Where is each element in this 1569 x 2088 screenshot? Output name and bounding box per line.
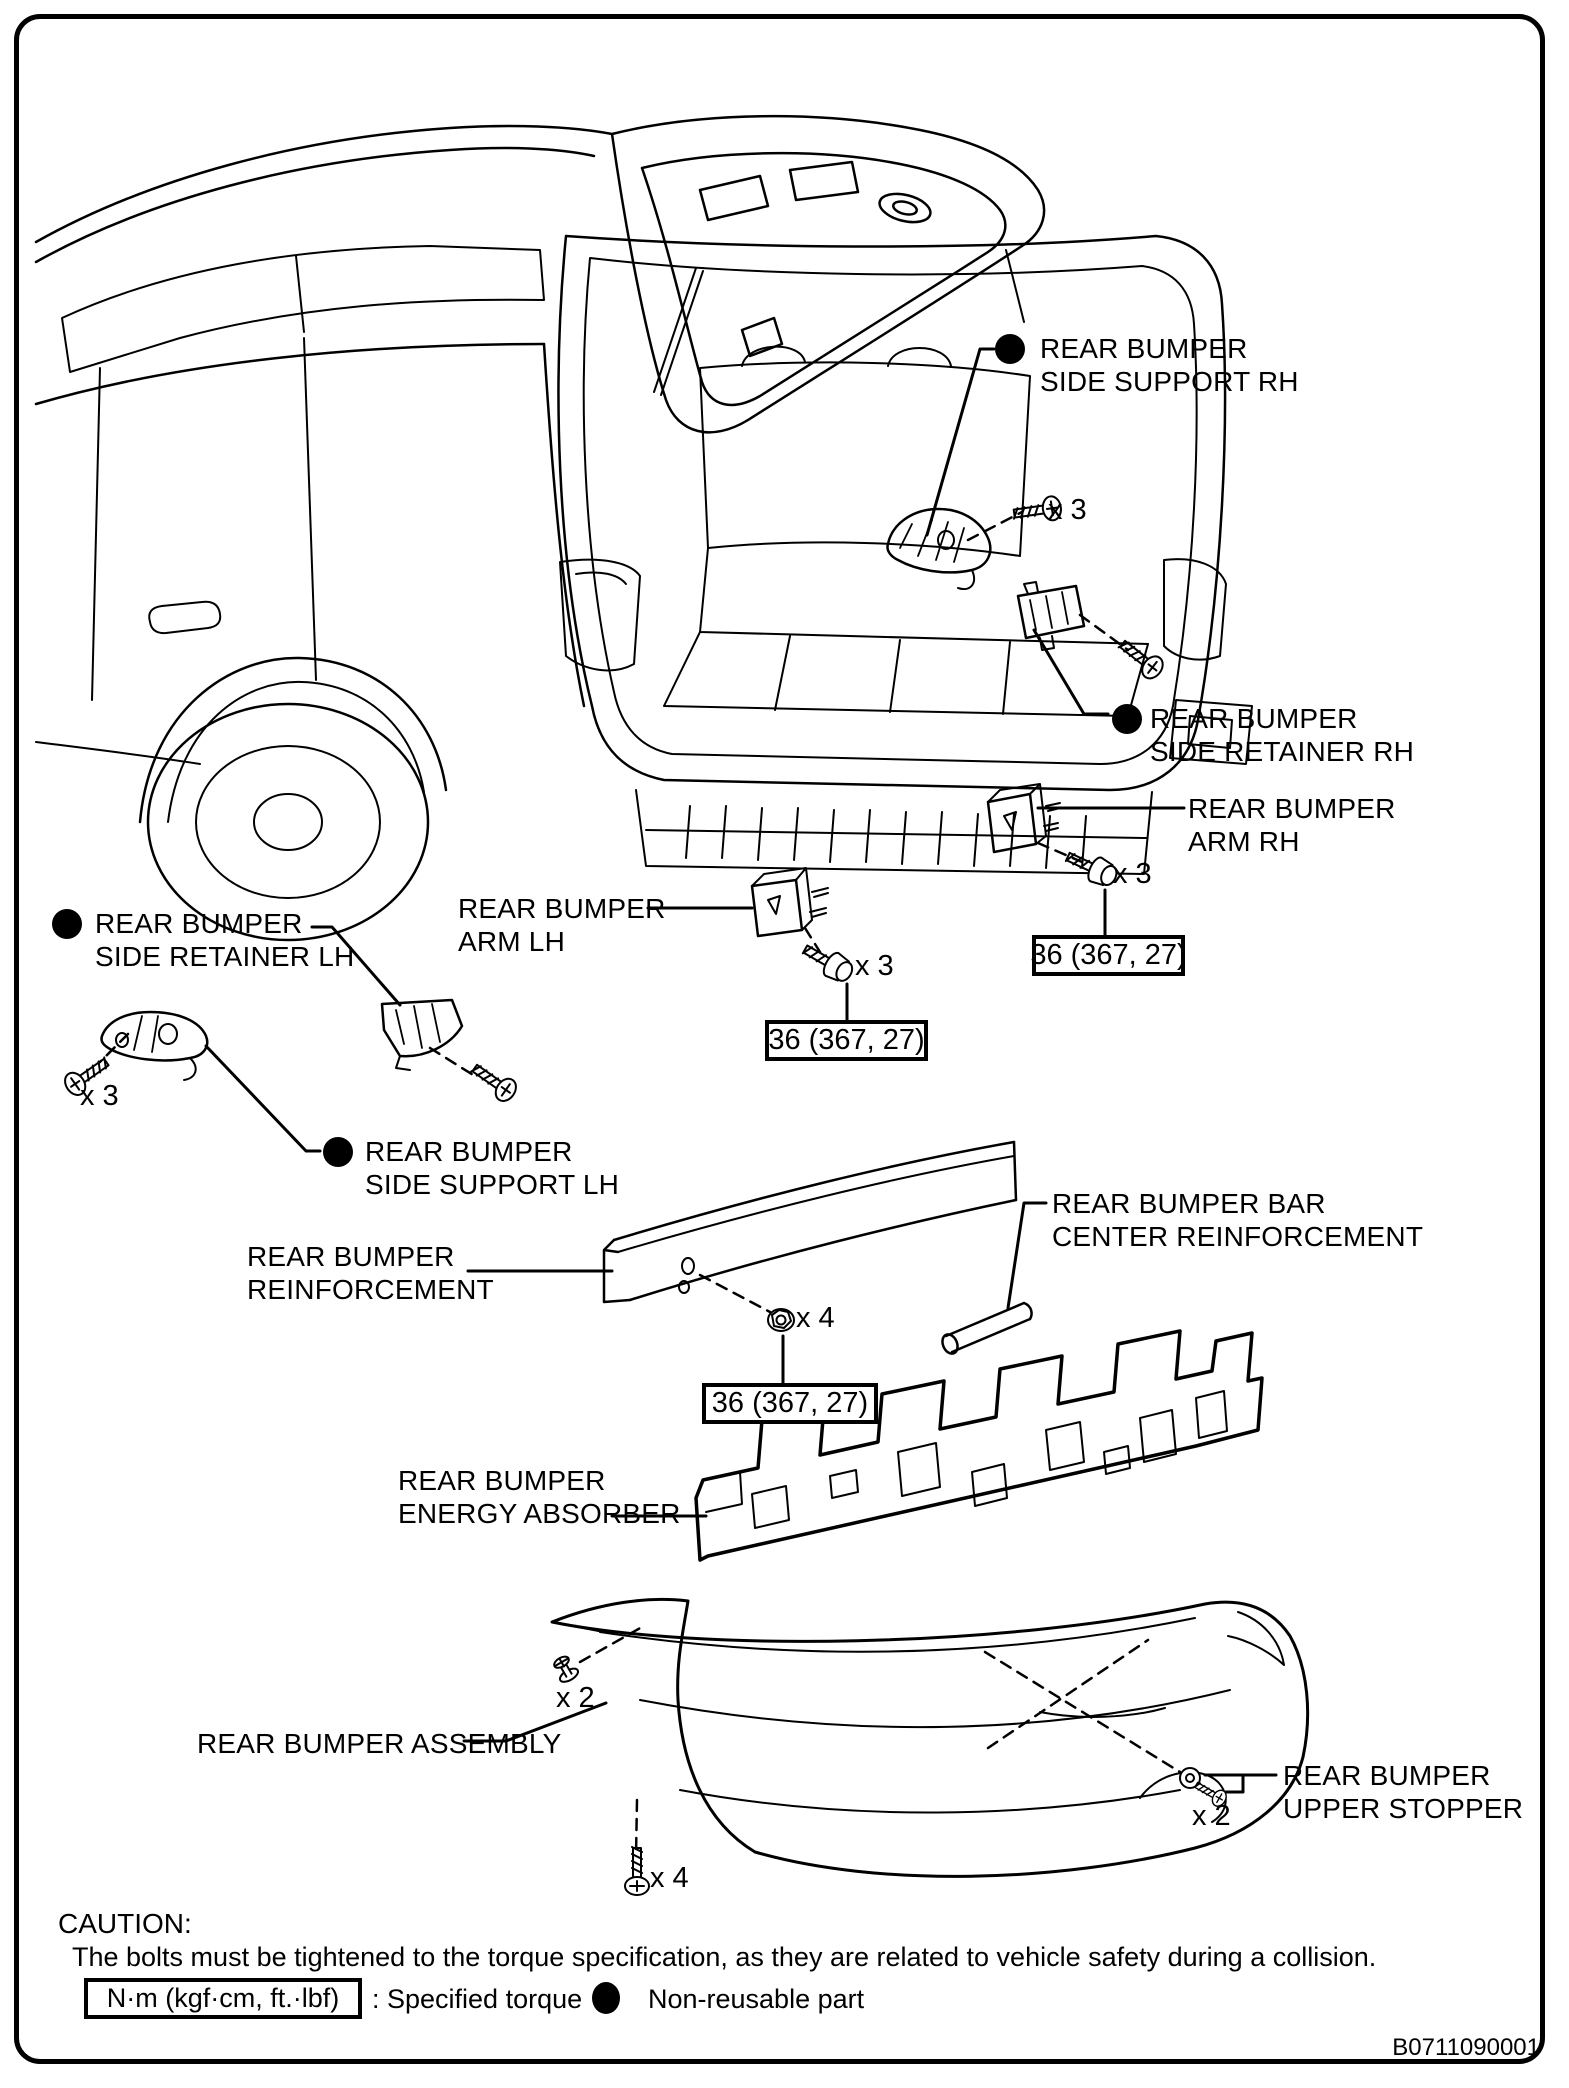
qty-upper-stopper-screws: x 2 [1192,1800,1231,1832]
qty-assembly-lower-screws: x 4 [650,1862,689,1894]
label-side-support-lh: REAR BUMPER SIDE SUPPORT LH [365,1136,620,1200]
label-upper-stopper: REAR BUMPER UPPER STOPPER [1283,1760,1524,1824]
label-arm-rh: REAR BUMPER ARM RH [1188,793,1396,857]
label-assembly: REAR BUMPER ASSEMBLY [197,1728,562,1759]
label-side-retainer-rh: REAR BUMPER SIDE RETAINER RH [1150,703,1415,767]
label-side-retainer-lh: REAR BUMPER SIDE RETAINER LH [95,908,355,972]
torque-box-arm-lh: 36 (367, 27) [765,1020,928,1061]
label-energy-absorber: REAR BUMPER ENERGY ABSORBER [398,1465,681,1529]
non-reusable-dot [1112,704,1142,734]
qty-reinforcement-nuts: x 4 [796,1302,835,1334]
part-bar-center-reinforcement [940,1303,1032,1356]
qty-support-rh-screws: x 3 [1048,494,1087,526]
part-side-support-lh [101,1012,207,1080]
part-arm-lh [752,868,828,936]
qty-assembly-clips: x 2 [556,1682,595,1714]
caution-title: CAUTION: [58,1908,192,1939]
part-reinforcement-beam [604,1142,1016,1302]
leader-lines [206,349,1276,1792]
label-reinforcement: REAR BUMPER REINFORCEMENT [247,1241,494,1305]
label-bar-center-reinforcement: REAR BUMPER BAR CENTER REINFORCEMENT [1052,1188,1424,1252]
part-side-support-rh [887,509,990,589]
caution-body: The bolts must be tightened to the torque specification, as they are related to vehicle safety during a collision. [72,1942,1377,1972]
qty-arm-rh-bolts: x 3 [1113,858,1152,890]
label-side-support-rh: REAR BUMPER SIDE SUPPORT RH [1040,333,1299,397]
specified-torque-label: : Specified torque [372,1984,583,2014]
part-bumper-assembly [552,1599,1308,1876]
torque-unit-box: N·m (kgf·cm, ft.·lbf) [84,1978,362,2019]
non-reusable-dot [995,334,1025,364]
non-reusable-dot [323,1137,353,1167]
label-arm-lh: REAR BUMPER ARM LH [458,893,666,957]
drawing-number: B0711090001 [1392,2034,1540,2061]
torque-box-reinforcement: 36 (367, 27) [702,1383,878,1424]
non-reusable-label: Non-reusable part [648,1984,865,2014]
qty-arm-lh-bolts: x 3 [855,950,894,982]
non-reusable-dot [592,1982,620,2014]
torque-box-arm-rh: 36 (367, 27) [1032,935,1185,976]
part-energy-absorber [696,1331,1262,1560]
qty-support-lh-screws: x 3 [80,1080,119,1112]
vehicle-illustration [36,116,1252,940]
non-reusable-dot [52,909,82,939]
